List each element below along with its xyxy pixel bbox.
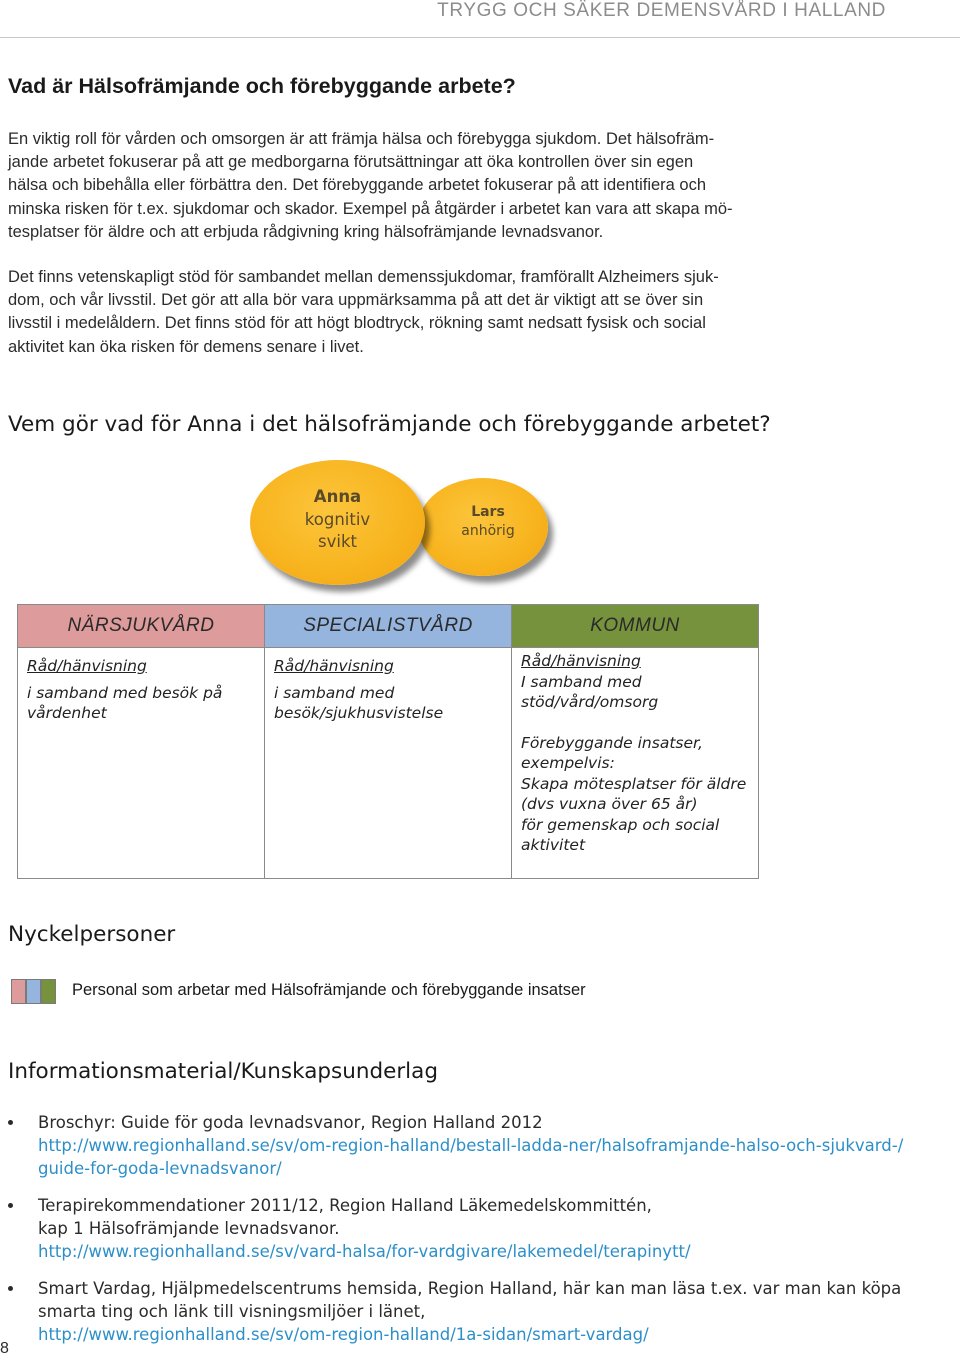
cell-line: stöd/vård/omsorg bbox=[521, 693, 659, 711]
column-header-narsjukvard: NÄRSJUKVÅRD bbox=[17, 604, 265, 648]
lars-line: anhörig bbox=[461, 523, 515, 539]
color-legend-swatches bbox=[11, 979, 56, 1004]
cell-line: vårdenhet bbox=[27, 704, 107, 722]
cell-line: I samband med bbox=[521, 672, 642, 691]
anna-line: svikt bbox=[318, 532, 357, 551]
section-heading-health: Vad är Hälsofrämjande och förebyggande arbete? bbox=[8, 74, 516, 98]
cell-line: Skapa mötesplatser för äldre bbox=[521, 774, 747, 793]
text-line: minska risken för t.ex. sjukdomar och skador. Exempel på åtgärder i arbetet kan vara att skapa mö- bbox=[8, 199, 733, 218]
bullet-icon bbox=[8, 1203, 13, 1208]
item-text: kap 1 Hälsofrämjande levnadsvanor. bbox=[38, 1219, 340, 1238]
anna-bubble bbox=[250, 460, 425, 585]
resource-link[interactable] bbox=[38, 1134, 940, 1180]
column-divider bbox=[264, 648, 265, 879]
swatch-specialistvard bbox=[26, 979, 41, 1004]
list-item bbox=[0, 1277, 940, 1346]
column-header-specialistvard: SPECIALISTVÅRD bbox=[264, 604, 512, 648]
advice-label: Råd/hänvisning bbox=[27, 657, 147, 675]
section-heading-key-persons: Nyckelpersoner bbox=[8, 922, 176, 947]
intro-paragraph bbox=[8, 128, 908, 244]
advice-label: Råd/hänvisning bbox=[521, 652, 641, 670]
resource-list bbox=[0, 1111, 940, 1360]
list-item bbox=[0, 1111, 940, 1180]
text-line: jande arbetet fokuserar på att ge medborgarna förutsättningar att öka kontrollen över sin egen bbox=[8, 153, 694, 172]
lars-name: Lars bbox=[471, 504, 505, 520]
cell-line: (dvs vuxna över 65 år) bbox=[521, 795, 698, 813]
text-line: hälsa och bibehålla eller förbättra den. Det förebyggande arbetet fokuserar på att identifiera och bbox=[8, 176, 707, 195]
column-header-kommun: KOMMUN bbox=[511, 604, 759, 648]
resource-link[interactable]: http://www.regionhalland.se/sv/om-region-halland/1a-sidan/smart-vardag/ bbox=[38, 1325, 649, 1344]
list-item bbox=[0, 1194, 940, 1263]
cell-line: exempelvis: bbox=[521, 754, 615, 772]
page-number: 8 bbox=[0, 1340, 9, 1357]
section-heading-info-material: Informationsmaterial/Kunskapsunderlag bbox=[8, 1059, 438, 1084]
text-line: aktivitet kan öka risken för demens senare i livet. bbox=[8, 337, 364, 356]
evidence-paragraph bbox=[8, 266, 908, 359]
advice-label: Råd/hänvisning bbox=[274, 657, 394, 675]
lars-bubble bbox=[418, 478, 548, 576]
cell-line: för gemenskap och social bbox=[521, 815, 720, 834]
column-body-specialistvard bbox=[274, 656, 504, 724]
swatch-narsjukvard bbox=[11, 979, 26, 1004]
text-line: livsstil i medelåldern. Det finns stöd för att högt blodtryck, rökning samt nedsatt fysisk och social bbox=[8, 314, 706, 333]
swatch-kommun bbox=[41, 979, 56, 1004]
bullet-icon bbox=[8, 1120, 13, 1125]
text-line: En viktig roll för vården och omsorgen är att främja hälsa och förebygga sjukdom. Det hälsofräm- bbox=[8, 130, 715, 148]
item-text: Terapirekommendationer 2011/12, Region Halland Läkemedelskommittén, bbox=[38, 1196, 652, 1215]
cell-line: i samband med besök på bbox=[27, 683, 223, 702]
header-divider bbox=[0, 37, 960, 38]
link-line[interactable]: http://www.regionhalland.se/sv/om-region-halland/bestall-ladda-ner/halsoframjande-halso-och-sjukvard-/ bbox=[38, 1136, 904, 1155]
anna-line: kognitiv bbox=[304, 509, 371, 529]
item-text: smarta ting och länk till visningsmiljöer i länet, bbox=[38, 1302, 426, 1321]
cell-line: besök/sjukhusvistelse bbox=[274, 704, 444, 722]
cell-line: Förebyggande insatser, bbox=[521, 733, 703, 752]
text-line: tesplatser för äldre och att erbjuda rådgivning kring hälsofrämjande levnadsvanor. bbox=[8, 222, 604, 241]
item-text: Broschyr: Guide för goda levnadsvanor, Region Halland 2012 bbox=[38, 1113, 543, 1132]
text-line: Det finns vetenskapligt stöd för sambandet mellan demenssjukdomar, framförallt Alzheimers sjuk- bbox=[8, 268, 719, 286]
column-body-kommun bbox=[521, 651, 751, 856]
bullet-icon bbox=[8, 1286, 13, 1291]
link-line[interactable]: guide-for-goda-levnadsvanor/ bbox=[38, 1159, 282, 1178]
resource-link[interactable]: http://www.regionhalland.se/sv/vard-halsa/for-vardgivare/lakemedel/terapinytt/ bbox=[38, 1242, 691, 1261]
section-heading-who: Vem gör vad för Anna i det hälsofrämjande och förebyggande arbetet? bbox=[8, 412, 771, 437]
column-body-narsjukvard bbox=[27, 656, 257, 724]
cell-line: aktivitet bbox=[521, 836, 586, 854]
text-line: dom, och vår livsstil. Det gör att alla bör vara uppmärksamma på att det är viktigt att se över sin bbox=[8, 291, 704, 310]
anna-name: Anna bbox=[313, 487, 362, 506]
cell-line: i samband med bbox=[274, 683, 395, 702]
column-divider bbox=[511, 648, 512, 879]
running-header: TRYGG OCH SÄKER DEMENSVÅRD I HALLAND bbox=[437, 0, 886, 21]
item-text: Smart Vardag, Hjälpmedelscentrums hemsida, Region Halland, här kan man läsa t.ex. var man kan köpa bbox=[38, 1279, 902, 1298]
legend-text: Personal som arbetar med Hälsofrämjande och förebyggande insatser bbox=[72, 981, 586, 999]
